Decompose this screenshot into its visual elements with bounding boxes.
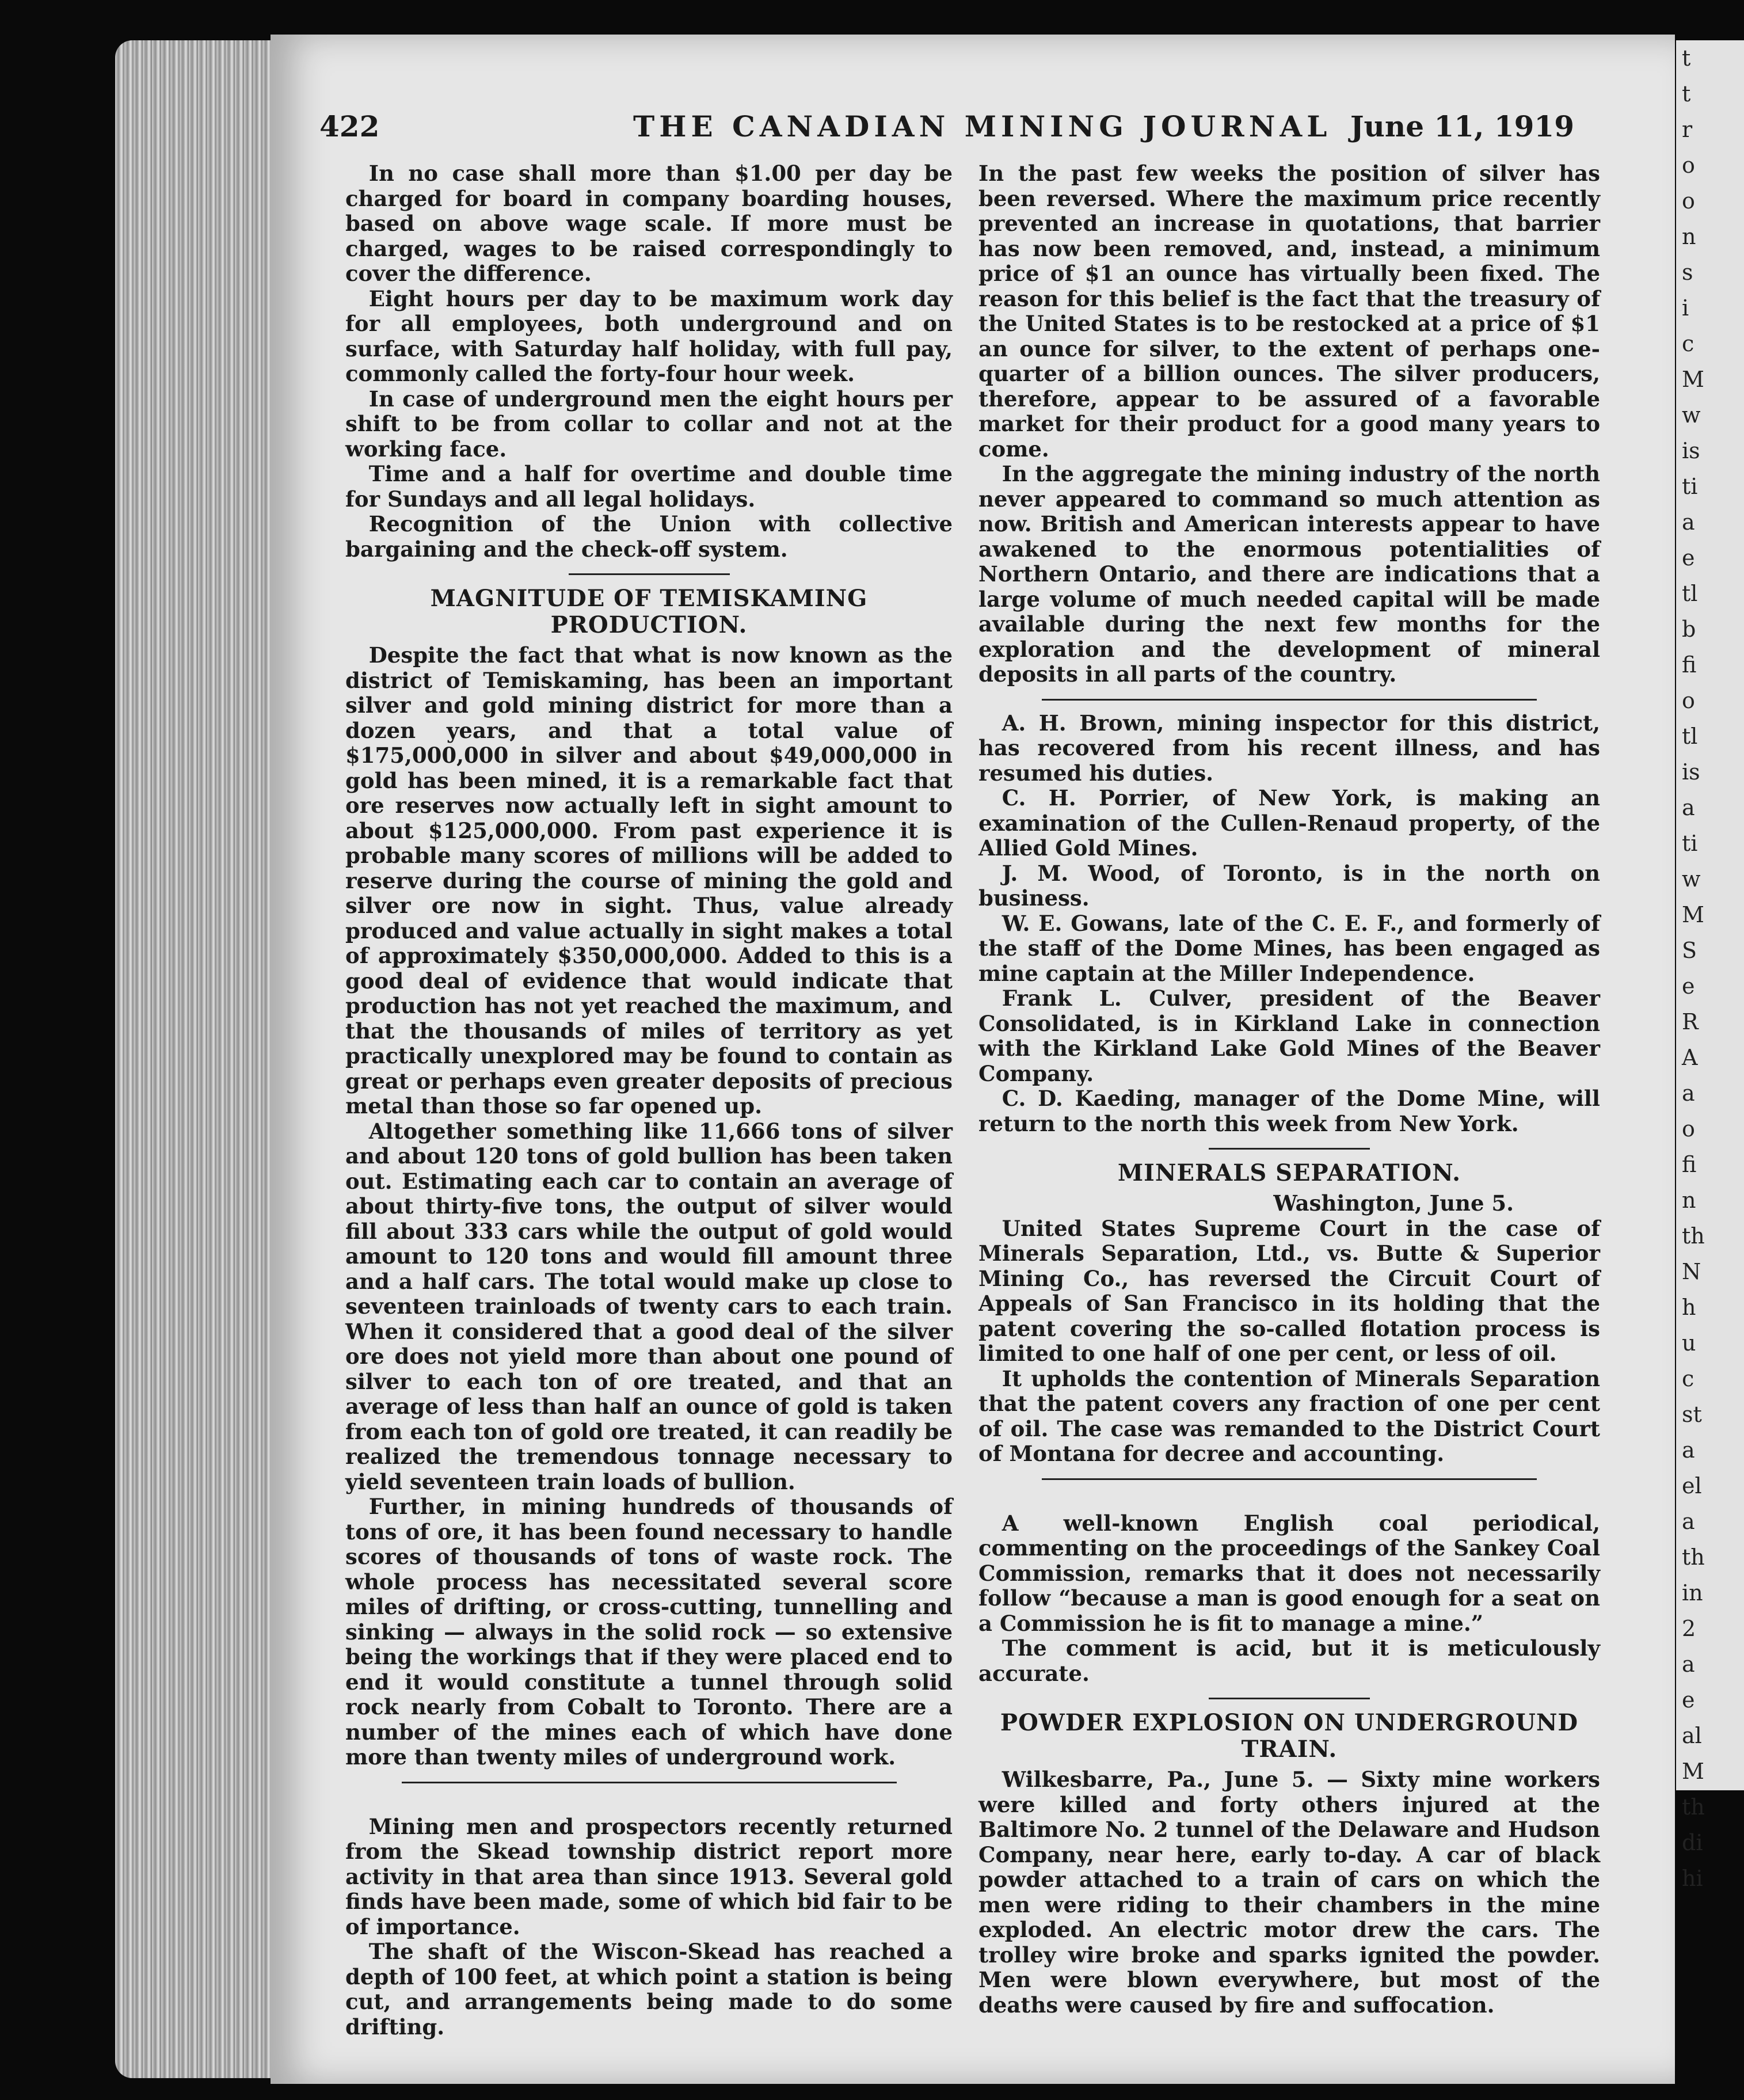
minerals-paragraph-1: United States Supreme Court in the case of Minerals Separation, Ltd., vs. Butte & Superior Mining Co., has reversed the Circuit Court of Appeals of San Francisco in its holding that the patent covering the so-called flotation process is limited to one half of one per cent, or less of oil. <box>978 1215 1600 1366</box>
adjacent-page-fragment: 2 <box>1682 1616 1696 1641</box>
adjacent-page-fragment: M <box>1682 367 1704 392</box>
adjacent-page-fragment: h <box>1682 1295 1696 1320</box>
adjacent-page-fragment: S <box>1682 938 1697 963</box>
adjacent-page-fragment: di <box>1682 1830 1703 1855</box>
silver-paragraph-2: In the aggregate the mining industry of the north never appeared to command so much attention as now. British and American interests appear to have awakened to the enormous potentialities of Northern Ontario, and there are indications that a large volume of much needed capital will be made available during the next few months for the exploration and the development of mineral deposits in all parts of the country. <box>978 461 1600 687</box>
personal-porrier: C. H. Porrier, of New York, is making an examination of the Cullen-Renaud property, of the Allied Gold Mines. <box>978 785 1600 861</box>
silver-paragraph-1: In the past few weeks the position of silver has been reversed. Where the maximum price recently prevented an increase in quotations, that barrier has now been removed, and, instead, a minimum price of $1 an ounce has virtually been fixed. The reason for this belief is the fact that the treasury of the United States is to be restocked at a price of $1 an ounce for silver, to the extent of perhaps one-quarter of a billion ounces. The silver producers, therefore, appear to be assured of a favorable market for their product for a good many years to come. <box>978 161 1600 462</box>
adjacent-page-fragment: is <box>1682 759 1700 785</box>
adjacent-page-fragment: M <box>1682 1759 1704 1784</box>
paragraph-overtime: Time and a half for overtime and double time for Sundays and all legal holidays. <box>345 461 953 512</box>
adjacent-page-fragment: r <box>1682 117 1693 142</box>
personal-gowans: W. E. Gowans, late of the C. E. F., and formerly of the staff of the Dome Mines, has been engaged as mine captain at the Miller Independence. <box>978 910 1600 986</box>
adjacent-page-fragment: i <box>1682 295 1689 321</box>
adjacent-page-fragment: t <box>1682 81 1691 106</box>
minerals-heading: MINERALS SEPARATION. <box>1117 1159 1461 1186</box>
section-divider <box>1209 1148 1370 1150</box>
journal-title: THE CANADIAN MINING JOURNAL <box>633 109 1332 143</box>
powder-paragraph-1: Wilkesbarre, Pa., June 5. — Sixty mine workers were killed and forty others injured at the Baltimore No. 2 tunnel of the Delaware and Hudson Company, near here, early to-day. A car of black powder attached to a train of cars on which the men were riding to their chambers in the mine exploded. An electric motor drew the cars. The trolley wire broke and sparks ignited the powder. Men were blown everywhere, but most of the deaths were caused by fire and suffocation. <box>978 1767 1600 2018</box>
adjacent-page-fragment: o <box>1682 188 1695 214</box>
adjacent-page-fragment: c <box>1682 331 1695 356</box>
adjacent-page-fragment: a <box>1682 509 1695 535</box>
adjacent-page-fragment: a <box>1682 1081 1695 1106</box>
adjacent-page-fragment: s <box>1682 260 1693 285</box>
temiskaming-paragraph-1: Despite the fact that what is now known as the district of Temiskaming, has been an important silver and gold mining district for more than a dozen years, and that a total value of $175,000,000 in silver and about $49,000,000 in gold has been mined, it is a remarkable fact that ore reserves now actually left in sight amount to about $125,000,000. From past experience it is probable many scores of millions will be added to reserve during the course of mining the gold and silver ore now in sight. Thus, value already produced and value actually in sight makes a total of approximately $350,000,000. Added to this is a good deal of evidence that would indicate that production has not yet reached the maximum, and that the thousands of miles of territory as yet practically unexplored may be found to contain as great or perhaps even greater deposits of precious metal than those so far opened up. <box>345 642 953 1119</box>
powder-heading-line-1: POWDER EXPLOSION ON UNDERGROUND <box>1000 1709 1579 1736</box>
adjacent-page-fragment: th <box>1682 1223 1705 1249</box>
adjacent-page-fragment: n <box>1682 224 1696 249</box>
personal-wood: J. M. Wood, of Toronto, is in the north on business. <box>978 860 1600 911</box>
adjacent-page-sliver <box>1663 40 1744 1891</box>
temiskaming-paragraph-3: Further, in mining hundreds of thousands of tons of ore, it has been found necessary to handle scores of thousands of tons of waste rock. The whole process has necessitated several score miles of drifting, or cross-cutting, tunnelling and sinking — always in the solid rock — so extensive being the workings that if they were placed end to end it would constitute a tunnel through solid rock nearly from Cobalt to Toronto. There are a number of the mines each of which have done more than twenty miles of underground work. <box>345 1494 953 1770</box>
adjacent-page-fragment: M <box>1682 902 1704 927</box>
personal-brown: A. H. Brown, mining inspector for this district, has recovered from his recent illness, and has resumed his duties. <box>978 710 1600 786</box>
adjacent-page-fragment: al <box>1682 1723 1702 1748</box>
adjacent-page-fragment: th <box>1682 1794 1705 1820</box>
adjacent-page-fragment: b <box>1682 617 1696 642</box>
paragraph-board: In no case shall more than $1.00 per day be charged for board in company boarding houses, based on above wage scale. If more must be charged, wages to be raised correspondingly to cover the difference. <box>345 161 953 286</box>
section-divider <box>1209 1698 1370 1699</box>
minerals-paragraph-2: It upholds the contention of Minerals Separation that the patent covers any fraction of one per cent of oil. The case was remanded to the District Court of Montana for decree and accounting. <box>978 1365 1600 1466</box>
adjacent-page-fragment: ti <box>1682 474 1698 499</box>
adjacent-page-fragment: tl <box>1682 581 1698 606</box>
adjacent-page-fragment: in <box>1682 1580 1703 1606</box>
paragraph-underground: In case of underground men the eight hours per shift to be from collar to collar and not at the working face. <box>345 386 953 462</box>
section-divider <box>1042 1478 1537 1480</box>
coal-paragraph-1: A well-known English coal periodical, commenting on the proceedings of the Sankey Coal Commission, remarks that it does not necessarily follow “because a man is good enough for a seat on a Commission he is fit to manage a mine.” <box>978 1510 1600 1636</box>
temiskaming-heading: MAGNITUDE OF TEMISKAMING PRODUCTION. <box>430 585 868 638</box>
adjacent-page-fragment: a <box>1682 1652 1695 1677</box>
adjacent-page-fragment: c <box>1682 1366 1695 1391</box>
adjacent-page-fragment: fi <box>1682 652 1697 678</box>
powder-heading <box>978 1710 1600 1763</box>
coal-paragraph-2: The comment is acid, but it is meticulously accurate. <box>978 1635 1600 1686</box>
adjacent-page-fragment: hi <box>1682 1866 1703 1891</box>
adjacent-page-fragment: a <box>1682 795 1695 820</box>
paragraph-union: Recognition of the Union with collective bargaining and the check-off system. <box>345 511 953 562</box>
adjacent-page-fragment: is <box>1682 438 1700 463</box>
adjacent-page-fragment: o <box>1682 1116 1695 1142</box>
page-header <box>311 109 1574 150</box>
adjacent-page-fragment: e <box>1682 545 1695 570</box>
section-divider <box>1042 699 1537 701</box>
book-page-edges <box>115 40 276 2078</box>
temiskaming-paragraph-2: Altogether something like 11,666 tons of silver and about 120 tons of gold bullion has been taken out. Estimating each car to contain an average of about thirty-five tons, the output of silver would fill about 333 cars while the output of gold would amount to 120 tons and would fill amount three and a half cars. The total would make up close to seventeen trainloads of twenty cars to each train. When it considered that a good deal of the silver ore does not yield more than about one pound of silver to each ton of ore treated, and that an average of less than half an ounce of gold is taken from each ton of gold ore treated, it can readily be realized the tremendous tonnage necessary to yield seventeen train loads of bullion. <box>345 1118 953 1494</box>
adjacent-page-fragment: st <box>1682 1402 1702 1427</box>
adjacent-page-fragment: o <box>1682 688 1695 713</box>
adjacent-page-fragment: w <box>1682 866 1701 892</box>
minerals-dateline: Washington, June 5. <box>1273 1190 1514 1216</box>
adjacent-page-fragment: u <box>1682 1330 1696 1356</box>
personal-culver: Frank L. Culver, president of the Beaver Consolidated, is in Kirkland Lake in connection with the Kirkland Lake Gold Mines of the Beaver Company. <box>978 986 1600 1086</box>
adjacent-page-fragment: t <box>1682 45 1691 71</box>
paragraph-hours: Eight hours per day to be maximum work day for all employees, both underground and on surface, with Saturday half holiday, with full pay, commonly called the forty-four hour week. <box>345 286 953 386</box>
adjacent-page-fragment: A <box>1682 1045 1698 1070</box>
skead-paragraph-2: The shaft of the Wiscon-Skead has reached a depth of 100 feet, at which point a station is being cut, and arrangements being made to do some drifting. <box>345 1939 953 2040</box>
adjacent-page-fragment: el <box>1682 1473 1702 1498</box>
left-column <box>345 161 953 2040</box>
skead-paragraph-1: Mining men and prospectors recently returned from the Skead township district report more activity in that area than since 1913. Several gold finds have been made, some of which bid fair to be of importance. <box>345 1813 953 1939</box>
adjacent-page-fragment: fi <box>1682 1152 1697 1177</box>
adjacent-page-fragment: th <box>1682 1544 1705 1570</box>
adjacent-page-fragment: ti <box>1682 831 1698 856</box>
adjacent-page-fragment: e <box>1682 973 1695 999</box>
issue-date: June 11, 1919 <box>1350 109 1574 143</box>
powder-heading-line-2: TRAIN. <box>1241 1736 1338 1763</box>
adjacent-page-fragment: tl <box>1682 724 1698 749</box>
page-number: 422 <box>319 109 380 143</box>
adjacent-page-fragment: R <box>1682 1009 1699 1034</box>
personal-kaeding: C. D. Kaeding, manager of the Dome Mine, will return to the north this week from New York. <box>978 1086 1600 1136</box>
adjacent-page-fragment: a <box>1682 1437 1695 1463</box>
section-divider <box>569 573 730 575</box>
adjacent-page-fragment: N <box>1682 1259 1701 1284</box>
adjacent-page-fragment: n <box>1682 1188 1696 1213</box>
right-column <box>978 161 1600 2018</box>
adjacent-page-fragment: w <box>1682 402 1701 428</box>
adjacent-page-fragment: o <box>1682 153 1695 178</box>
adjacent-page-fragment: a <box>1682 1509 1695 1534</box>
section-divider <box>402 1782 897 1783</box>
adjacent-page-fragment: e <box>1682 1687 1695 1713</box>
